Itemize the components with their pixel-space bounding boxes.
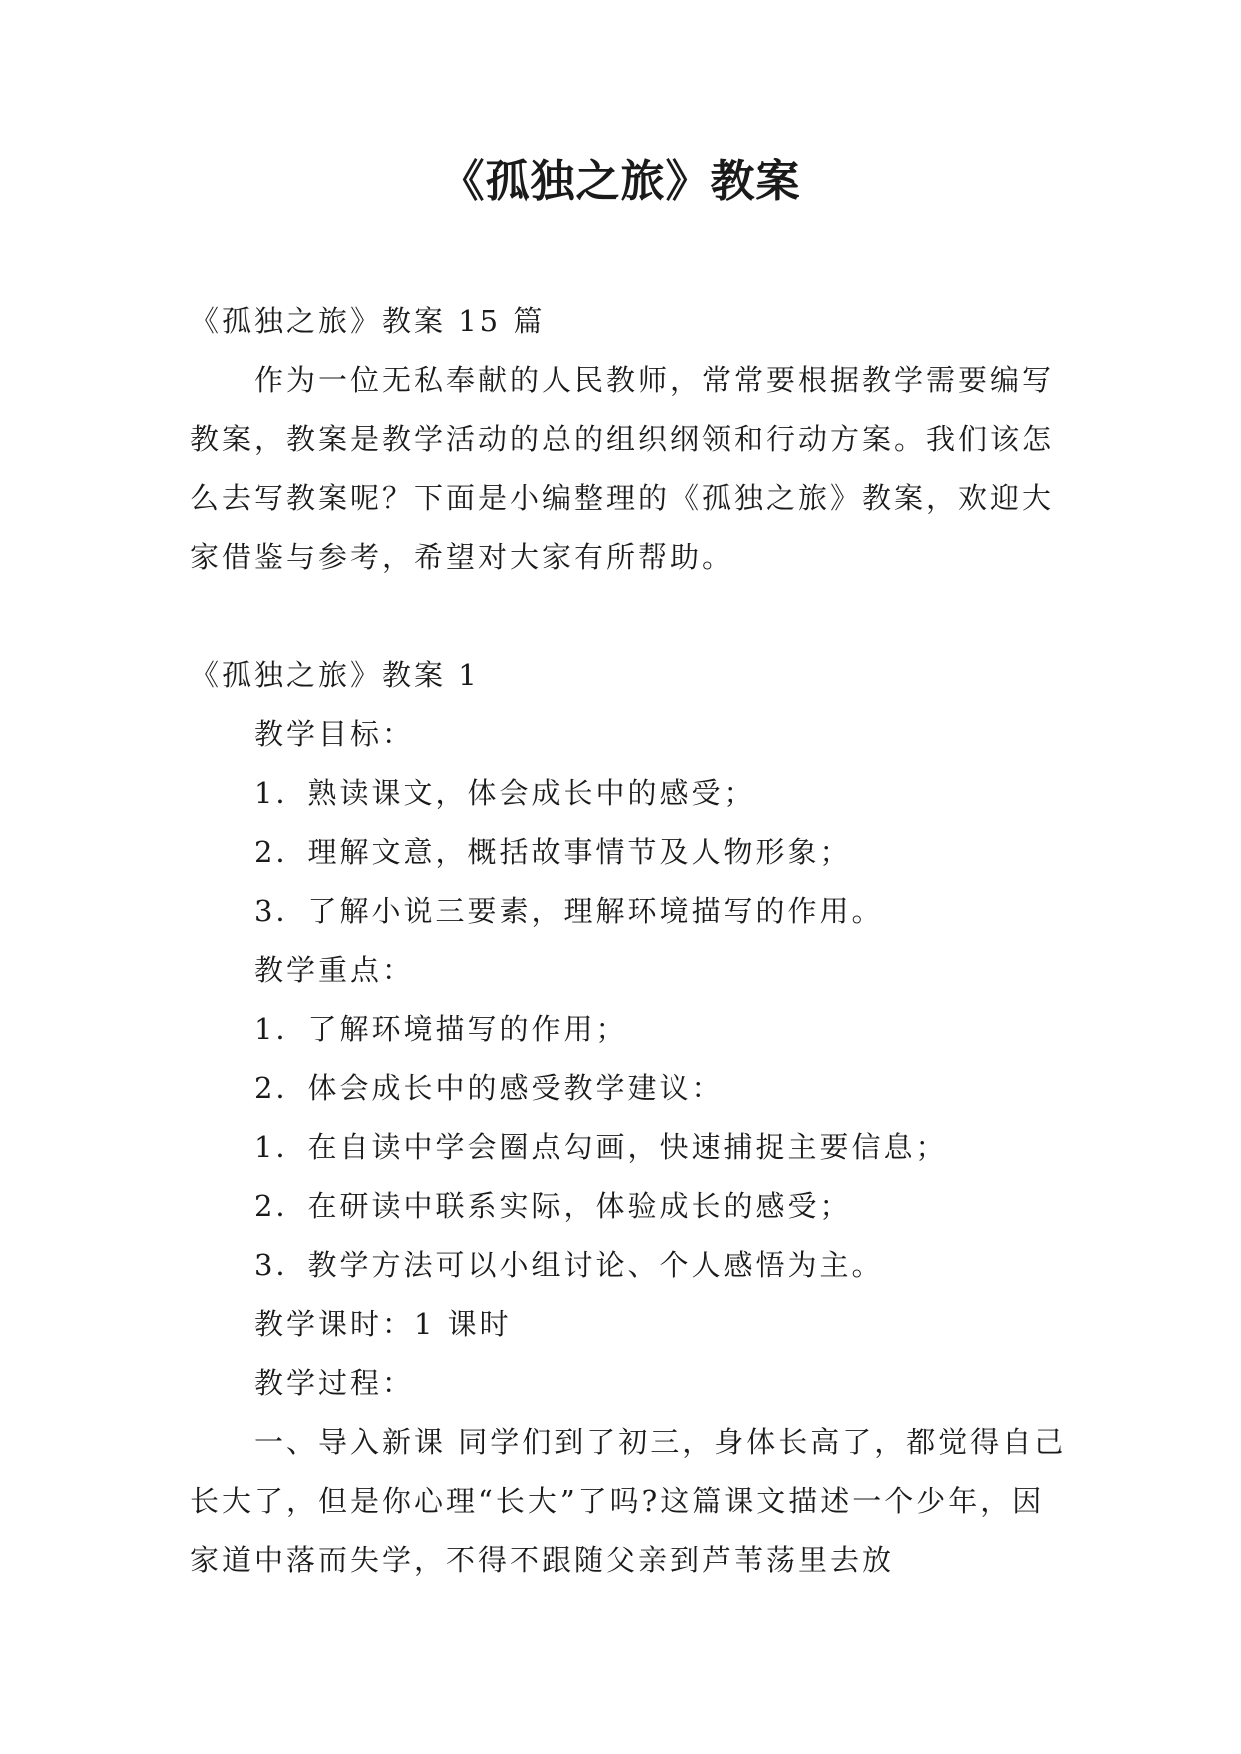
class-hours: 教学课时：1 课时 [254, 1307, 512, 1341]
intro-lesson-paragraph: 一、导入新课 同学们到了初三，身体长高了，都觉得自己长大了，但是你心理“长大”了吗?这篇课文描述一个少年，因家道中落而失学，不得不跟随父亲到芦苇荡里去放 [190, 1425, 1067, 1577]
intro-paragraph: 作为一位无私奉献的人民教师，常常要根据教学需要编写教案，教案是教学活动的总的组织纲领和行动方案。我们该怎么去写教案呢？下面是小编整理的《孤独之旅》教案，欢迎大家借鉴与参考，希望对大家有所帮助。 [190, 363, 1055, 574]
goal-item-2: 2．理解文意，概括故事情节及人物形象； [254, 835, 852, 869]
teaching-goals-label: 教学目标： [254, 717, 415, 751]
document-body [190, 292, 1070, 1590]
key-points-label: 教学重点： [254, 953, 415, 987]
teaching-process-label: 教学过程： [254, 1366, 415, 1400]
paragraph-gap [190, 587, 1070, 646]
goal-item-3: 3．了解小说三要素，理解环境描写的作用。 [254, 894, 884, 928]
subtitle: 《孤独之旅》教案 15 篇 [190, 304, 546, 338]
goal-item-1: 1．熟读课文，体会成长中的感受； [254, 776, 756, 810]
document-title: 《孤独之旅》教案 [440, 156, 801, 207]
suggestion-item-1: 1．在自读中学会圈点勾画，快速捕捉主要信息； [254, 1130, 948, 1164]
suggestion-item-2: 2．在研读中联系实际，体验成长的感受； [254, 1189, 852, 1223]
suggestion-item-3: 3．教学方法可以小组讨论、个人感悟为主。 [254, 1248, 884, 1282]
key-point-item-2: 2．体会成长中的感受教学建议： [254, 1071, 724, 1105]
key-point-item-1: 1．了解环境描写的作用； [254, 1012, 628, 1046]
section-heading: 《孤独之旅》教案 1 [190, 658, 480, 692]
